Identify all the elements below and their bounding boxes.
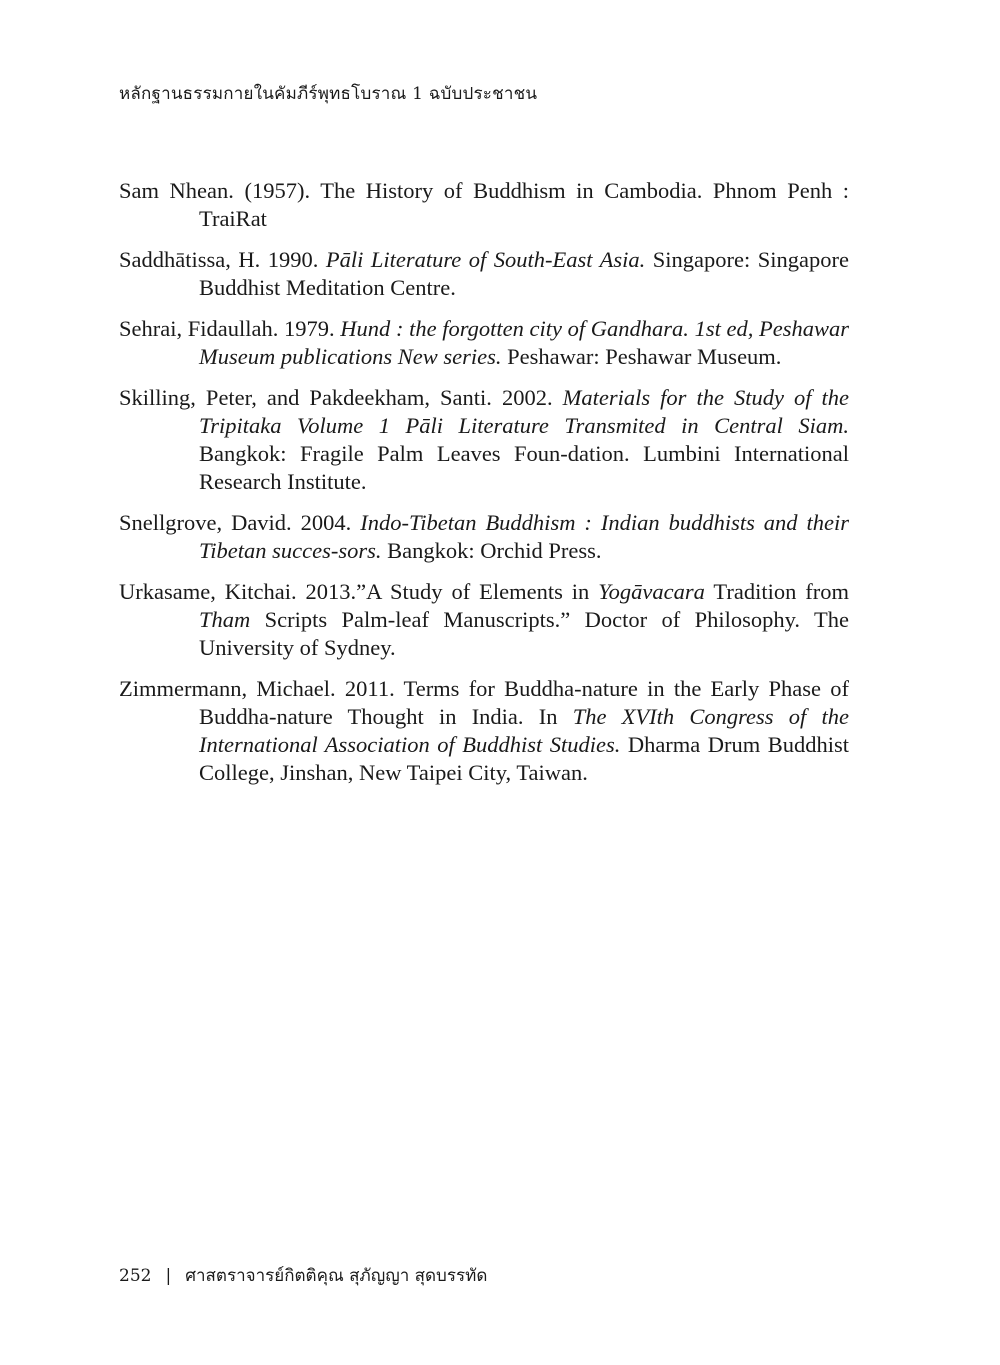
reference-title-italic: Hund : the forgotten city of Gandhara. 1st ed, Peshawar Museum publications New series. xyxy=(199,316,849,369)
running-header: หลักฐานธรรมกายในคัมภีร์พุทธโบราณ 1 ฉบับประชาชน xyxy=(119,84,538,104)
footer-separator: | xyxy=(165,1266,172,1286)
reference-text: Scripts Palm-leaf Manuscripts.” Doctor of Philosophy. The University of Sydney. xyxy=(199,607,849,660)
reference-title-italic: Indo-Tibetan Buddhism : Indian buddhists and their Tibetan succes-sors. xyxy=(199,510,849,563)
page-footer xyxy=(119,1262,487,1289)
reference-text: Urkasame, Kitchai. 2013.”A Study of Elements in xyxy=(119,579,599,604)
reference-text: Sam Nhean. (1957). The History of Buddhism in Cambodia. Phnom Penh : TraiRat xyxy=(119,178,849,231)
reference-text: Sehrai, Fidaullah. 1979. xyxy=(119,316,341,341)
reference-entry xyxy=(119,675,849,787)
reference-text: Skilling, Peter, and Pakdeekham, Santi. 2002. xyxy=(119,385,563,410)
reference-title-italic: Yogāvacara xyxy=(598,579,705,604)
reference-text: Peshawar: Peshawar Museum. xyxy=(501,344,782,369)
reference-text: Snellgrove, David. 2004. xyxy=(119,510,361,535)
reference-title-italic: The XVIth Congress of the International Association of Buddhist Studies. xyxy=(199,704,849,757)
reference-text: Bangkok: Fragile Palm Leaves Foun-dation. Lumbini International Research Institute. xyxy=(199,441,849,494)
footer-author: ศาสตราจารย์กิตติคุณ สุภัญญา สุดบรรทัด xyxy=(185,1266,488,1286)
reference-entry xyxy=(119,384,849,496)
reference-list xyxy=(119,177,849,800)
page-number: 252 xyxy=(119,1266,152,1286)
reference-entry xyxy=(119,578,849,662)
reference-title-italic: Tham xyxy=(199,607,251,632)
reference-title-italic: Materials for the Study of the Tripitaka Volume 1 Pāli Literature Transmited in Central Siam. xyxy=(199,385,849,438)
reference-entry xyxy=(119,177,849,233)
reference-text: Saddhātissa, H. 1990. xyxy=(119,247,326,272)
reference-text: Zimmermann, Michael. 2011. Terms for Buddha-nature in the Early Phase of Buddha-nature Thought in India. In xyxy=(119,676,849,729)
reference-title-italic: Pāli Literature of South-East Asia. xyxy=(325,247,646,272)
reference-entry xyxy=(119,509,849,565)
reference-text: Dharma Drum Buddhist College, Jinshan, New Taipei City, Taiwan. xyxy=(199,732,849,785)
reference-entry xyxy=(119,315,849,371)
reference-text: Tradition from xyxy=(704,579,849,604)
reference-text: Bangkok: Orchid Press. xyxy=(381,538,602,563)
reference-entry xyxy=(119,246,849,302)
reference-text: Singapore: Singapore Buddhist Meditation Centre. xyxy=(199,247,849,300)
